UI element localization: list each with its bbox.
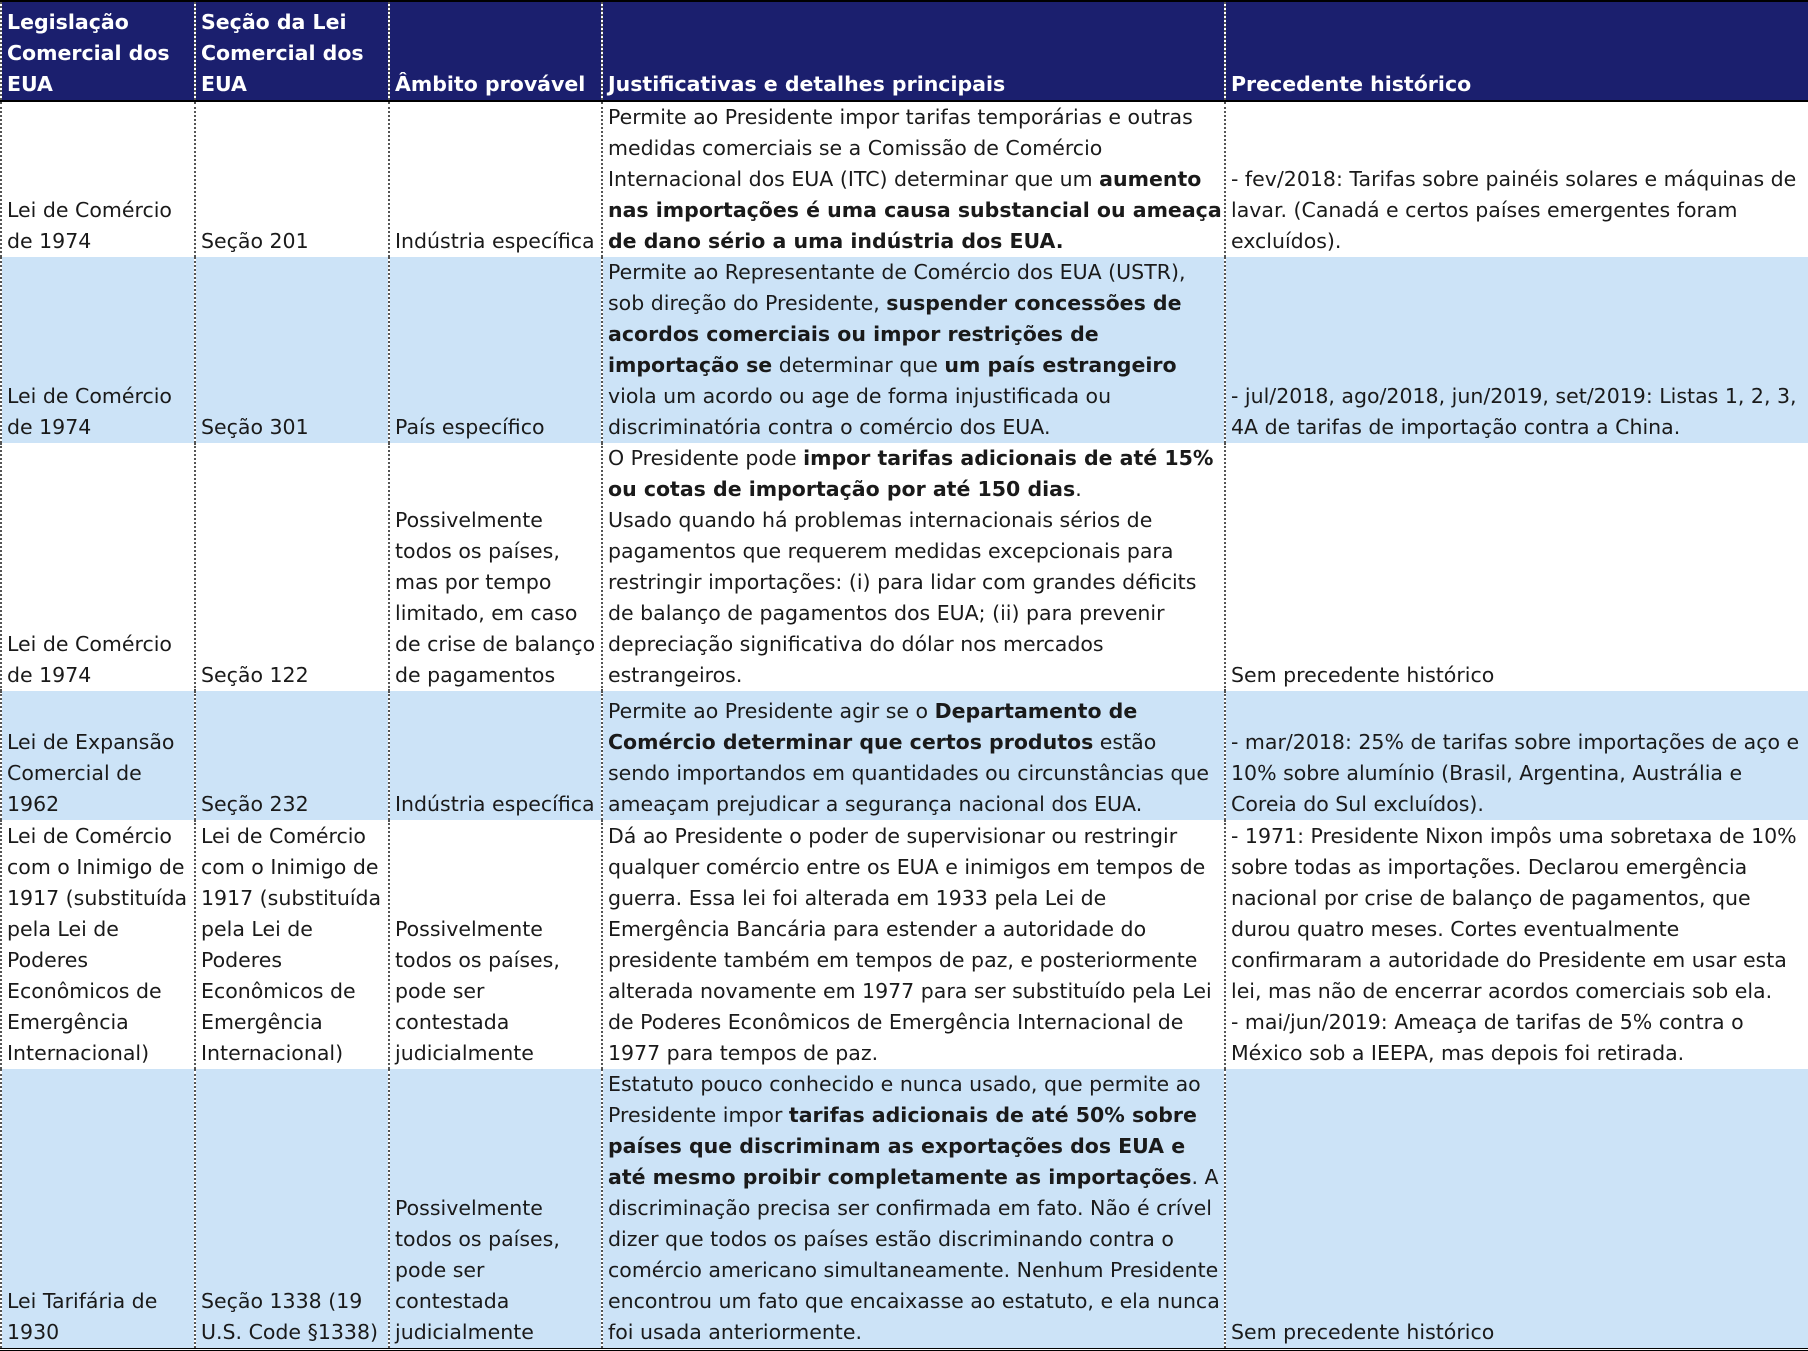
legislation-cell: Lei de Comércio de 1974	[1, 443, 195, 691]
scope-cell: Indústria específica	[389, 101, 602, 257]
header-justification: Justificativas e detalhes principais	[602, 1, 1225, 101]
legislation-cell: Lei de Comércio com o Inimigo de 1917 (substituída pela Lei de Poderes Econômicos de Emergência Internacional)	[1, 820, 195, 1069]
justification-bold-text: Departamento de Comércio determinar que certos produtos	[608, 699, 1138, 754]
justification-text: viola um acordo ou age de forma injustificada ou discriminatória contra o comércio dos EUA.	[608, 384, 1112, 439]
legislation-cell: Lei de Expansão Comercial de 1962	[1, 691, 195, 820]
legislation-cell: Lei de Comércio de 1974	[1, 101, 195, 257]
scope-cell: Possivelmente todos os países, pode ser contestada judicialmente	[389, 820, 602, 1069]
precedent-cell: Sem precedente histórico	[1225, 1069, 1808, 1350]
justification-text: estão sendo importandos em quantidades ou circunstâncias que ameaçam prejudicar a segurança nacional dos EUA.	[608, 730, 1210, 816]
justification-text: Estatuto pouco conhecido e nunca usado, que permite ao Presidente impor	[608, 1072, 1201, 1127]
legislation-cell: Lei Tarifária de 1930	[1, 1069, 195, 1350]
justification-text: determinar que	[772, 353, 945, 377]
scope-cell: Possivelmente todos os países, mas por tempo limitado, em caso de crise de balanço de pagamentos	[389, 443, 602, 691]
precedent-cell: - jul/2018, ago/2018, jun/2019, set/2019: Listas 1, 2, 3, 4A de tarifas de importação contra a China.	[1225, 257, 1808, 443]
section-cell: Seção 232	[195, 691, 389, 820]
table-row	[1, 820, 1808, 1069]
justification-bold-text: aumento nas importações é uma causa substancial ou ameaça de dano sério a uma indústria dos EUA.	[608, 167, 1222, 253]
section-cell: Seção 201	[195, 101, 389, 257]
scope-cell: País específico	[389, 257, 602, 443]
section-cell: Lei de Comércio com o Inimigo de 1917 (substituída pela Lei de Poderes Econômicos de Emergência Internacional)	[195, 820, 389, 1069]
justification-bold-text: tarifas adicionais de até 50% sobre países que discriminam as exportações dos EUA e até mesmo proibir completamente as importações	[608, 1103, 1197, 1189]
justification-bold-text: impor tarifas adicionais de até 15% ou cotas de importação por até 150 dias	[608, 446, 1214, 501]
justification-cell	[602, 257, 1225, 443]
precedent-cell: - mar/2018: 25% de tarifas sobre importações de aço e 10% sobre alumínio (Brasil, Argentina, Austrália e Coreia do Sul excluídos).	[1225, 691, 1808, 820]
justification-bold-text: um país estrangeiro	[944, 353, 1177, 377]
justification-cell	[602, 443, 1225, 691]
justification-text: Usado quando há problemas internacionais sérios de pagamentos que requerem medidas excepcionais para restringir importações: (i) para lidar com grandes déficits de balanço de pagamentos dos EUA; (ii) para prevenir depreciação significativa do dólar nos mercados estrangeiros.	[608, 508, 1197, 687]
justification-text: Permite ao Presidente agir se o	[608, 699, 935, 723]
table-row	[1, 443, 1808, 691]
header-scope: Âmbito provável	[389, 1, 602, 101]
scope-cell: Indústria específica	[389, 691, 602, 820]
precedent-text: - 1971: Presidente Nixon impôs uma sobretaxa de 10% sobre todas as importações. Declarou emergência nacional por crise de balanço de pagamentos, que durou quatro meses. Cortes eventualmente confirmaram a autoridade do Presidente em usar esta lei, mas não de encerrar acordos comerciais sob ela.	[1231, 824, 1797, 1003]
justification-text: O Presidente pode	[608, 446, 804, 470]
precedent-cell	[1225, 820, 1808, 1069]
table-row	[1, 1069, 1808, 1350]
justification-bold-text: suspender concessões de acordos comerciais ou impor restrições de importação se	[608, 291, 1182, 377]
table-row	[1, 691, 1808, 820]
precedent-cell: Sem precedente histórico	[1225, 443, 1808, 691]
justification-text: Permite ao Presidente impor tarifas temporárias e outras medidas comerciais se a Comissão de Comércio Internacional dos EUA (ITC) determinar que um	[608, 105, 1193, 191]
header-legislation: Legislação Comercial dos EUA	[1, 1, 195, 101]
justification-cell	[602, 691, 1225, 820]
section-cell: Seção 301	[195, 257, 389, 443]
header-section: Seção da Lei Comercial dos EUA	[195, 1, 389, 101]
legislation-cell: Lei de Comércio de 1974	[1, 257, 195, 443]
scope-cell: Possivelmente todos os países, pode ser contestada judicialmente	[389, 1069, 602, 1350]
justification-text: Permite ao Representante de Comércio dos EUA (USTR), sob direção do Presidente,	[608, 260, 1186, 315]
section-cell: Seção 122	[195, 443, 389, 691]
justification-cell: Dá ao Presidente o poder de supervisionar ou restringir qualquer comércio entre os EUA e inimigos em tempos de guerra. Essa lei foi alterada em 1933 pela Lei de Emergência Bancária para estender a autoridade do presidente também em tempos de paz, e posteriormente alterada novamente em 1977 para ser substituído pela Lei de Poderes Econômicos de Emergência Internacional de 1977 para tempos de paz.	[602, 820, 1225, 1069]
header-row	[1, 1, 1808, 101]
justification-cell	[602, 1069, 1225, 1350]
justification-cell	[602, 101, 1225, 257]
precedent-cell: - fev/2018: Tarifas sobre painéis solares e máquinas de lavar. (Canadá e certos países emergentes foram excluídos).	[1225, 101, 1808, 257]
justification-text: .	[1075, 477, 1082, 501]
table-row	[1, 257, 1808, 443]
precedent-text: - mai/jun/2019: Ameaça de tarifas de 5% contra o México sob a IEEPA, mas depois foi retirada.	[1231, 1010, 1744, 1065]
header-precedent: Precedente histórico	[1225, 1, 1808, 101]
section-cell: Seção 1338 (19 U.S. Code §1338)	[195, 1069, 389, 1350]
justification-text: . A discriminação precisa ser confirmada em fato. Não é crível dizer que todos os países estão discriminando contra o comércio americano simultaneamente. Nenhum Presidente encontrou um fato que encaixasse ao estatuto, e ela nunca foi usada anteriormente.	[608, 1165, 1220, 1344]
table-row	[1, 101, 1808, 257]
